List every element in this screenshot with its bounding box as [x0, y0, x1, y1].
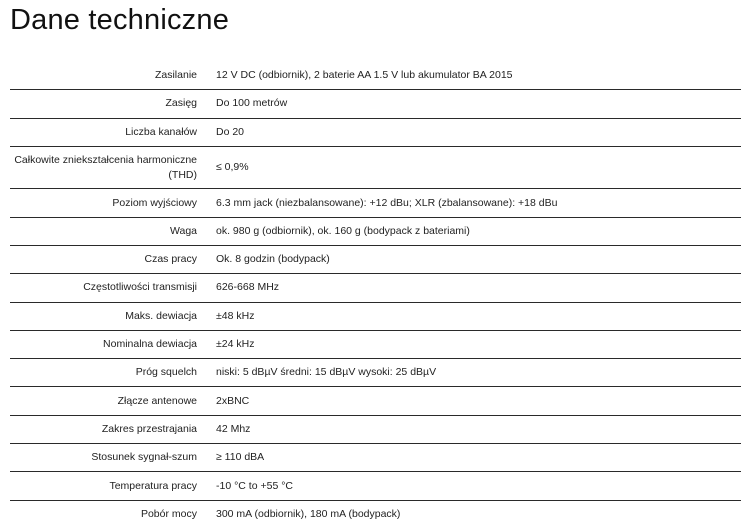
spec-label: Zakres przestrajania [101, 422, 197, 435]
spec-value: 6.3 mm jack (niezbalansowane): +12 dBu; XLR (zbalansowane): +18 dBu [216, 196, 558, 209]
spec-row-power-supply [10, 62, 741, 90]
spec-value: 626-668 MHz [216, 281, 280, 294]
spec-label: Pobór mocy [140, 508, 197, 521]
spec-label: Liczba kanałów [125, 125, 197, 138]
spec-label: Waga [169, 224, 197, 237]
spec-value: ≥ 110 dBA [216, 451, 265, 464]
spec-value: 42 Mhz [216, 422, 251, 435]
spec-value: -10 °C to +55 °C [216, 479, 293, 492]
spec-row-weight [10, 218, 741, 246]
spec-label: Stosunek sygnał-szum [91, 451, 197, 464]
spec-value: 12 V DC (odbiornik), 2 baterie AA 1.5 V lub akumulator BA 2015 [216, 69, 513, 82]
spec-label: Złącze antenowe [117, 394, 197, 407]
spec-label: Próg squelch [135, 366, 197, 379]
spec-row-antenna-connector [10, 387, 741, 415]
spec-value: ok. 980 g (odbiornik), ok. 160 g (bodypack z bateriami) [216, 224, 470, 237]
spec-row-operating-time [10, 246, 741, 274]
spec-label: Zasięg [165, 97, 197, 110]
page-title: Dane techniczne [10, 4, 230, 36]
spec-value: ±24 kHz [216, 338, 255, 351]
spec-row-channels [10, 119, 741, 147]
spec-row-range [10, 90, 741, 118]
spec-row-snr [10, 444, 741, 472]
spec-label: Nominalna dewiacja [103, 338, 197, 351]
spec-value: ±48 kHz [216, 309, 255, 322]
spec-row-operating-temperature [10, 472, 741, 500]
spec-row-squelch [10, 359, 741, 387]
spec-value: ≤ 0,9% [216, 161, 249, 174]
spec-label: Czas pracy [144, 253, 197, 266]
spec-label: Częstotliwości transmisji [83, 281, 197, 294]
spec-value: Do 100 metrów [216, 97, 288, 110]
spec-row-nominal-deviation [10, 331, 741, 359]
spec-label: Maks. dewiacja [125, 309, 197, 322]
spec-row-frequencies [10, 274, 741, 302]
spec-value: Ok. 8 godzin (bodypack) [216, 253, 330, 266]
spec-row-thd [10, 147, 741, 190]
spec-label: Zasilanie [154, 69, 197, 82]
spec-value: niski: 5 dBµV średni: 15 dBµV wysoki: 25 dBµV [216, 366, 437, 379]
spec-row-max-deviation [10, 303, 741, 331]
spec-table [10, 62, 741, 529]
spec-row-tuning-range [10, 416, 741, 444]
spec-value: 2xBNC [216, 394, 250, 407]
spec-value: Do 20 [216, 125, 245, 138]
spec-row-output-level [10, 189, 741, 217]
spec-row-power-consumption [10, 501, 741, 529]
spec-label: Poziom wyjściowy [112, 196, 197, 209]
spec-value: 300 mA (odbiornik), 180 mA (bodypack) [216, 508, 401, 521]
spec-label: Całkowite zniekształcenia harmoniczne (THD) [14, 154, 197, 182]
spec-label: Temperatura pracy [109, 479, 197, 492]
